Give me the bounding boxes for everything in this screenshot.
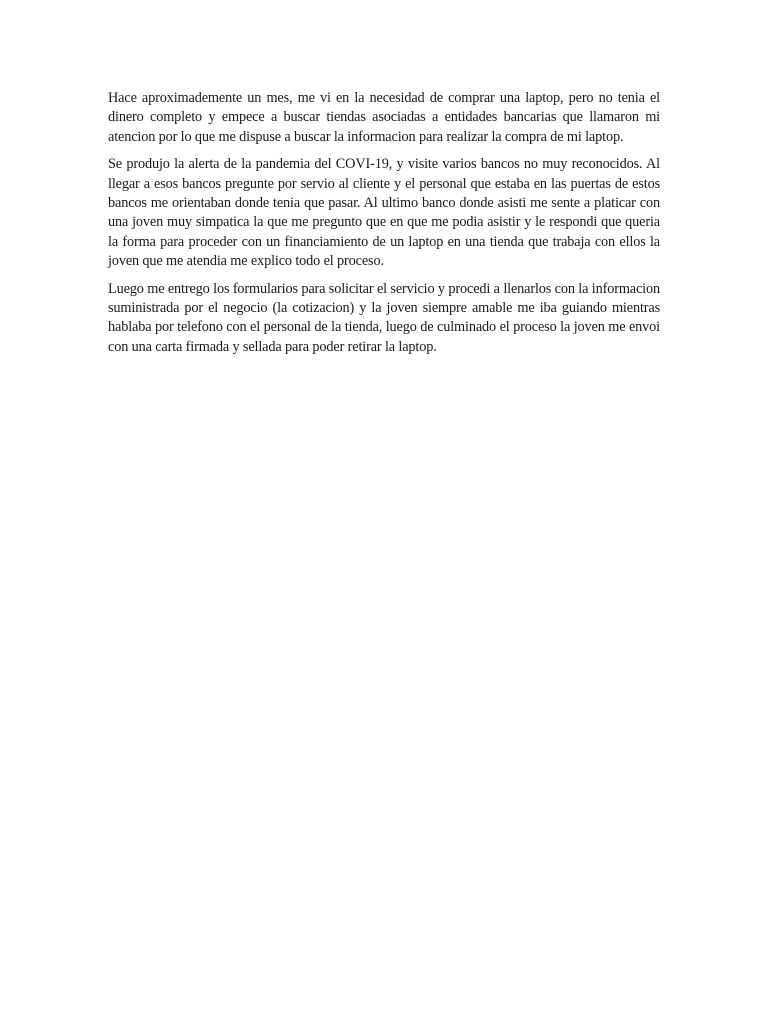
document-body <box>108 89 660 365</box>
paragraph-3: Luego me entrego los formularios para solicitar el servicio y procedi a llenarlos con la informacion suministrada por el negocio (la cotizacion) y la joven siempre amable me iba guiando mientras hablaba por telefono con el personal de la tienda, luego de culminado el proceso la joven me envoi con una carta firmada y sellada para poder retirar la laptop. <box>108 280 660 355</box>
paragraph-1: Hace aproximademente un mes, me vi en la necesidad de comprar una laptop, pero no tenia el dinero completo y empece a buscar tiendas asociadas a entidades bancarias que llamaron mi atencion por lo que me dispuse a buscar la informacion para realizar la compra de mi laptop. <box>108 90 660 145</box>
paragraph-2: Se produjo la alerta de la pandemia del COVI-19, y visite varios bancos no muy reconocidos. Al llegar a esos bancos pregunte por servio al cliente y el personal que estaba en las puertas de estos bancos me orientaban donde tenia que pasar. Al ultimo banco donde asisti me sente a platicar con una joven muy simpatica la que me pregunto que en que me podia asistir y le respondi que queria la forma para proceder con un financiamiento de un laptop en una tienda que trabaja con ellos la joven que me atendia me explico todo el proceso. <box>108 156 660 270</box>
